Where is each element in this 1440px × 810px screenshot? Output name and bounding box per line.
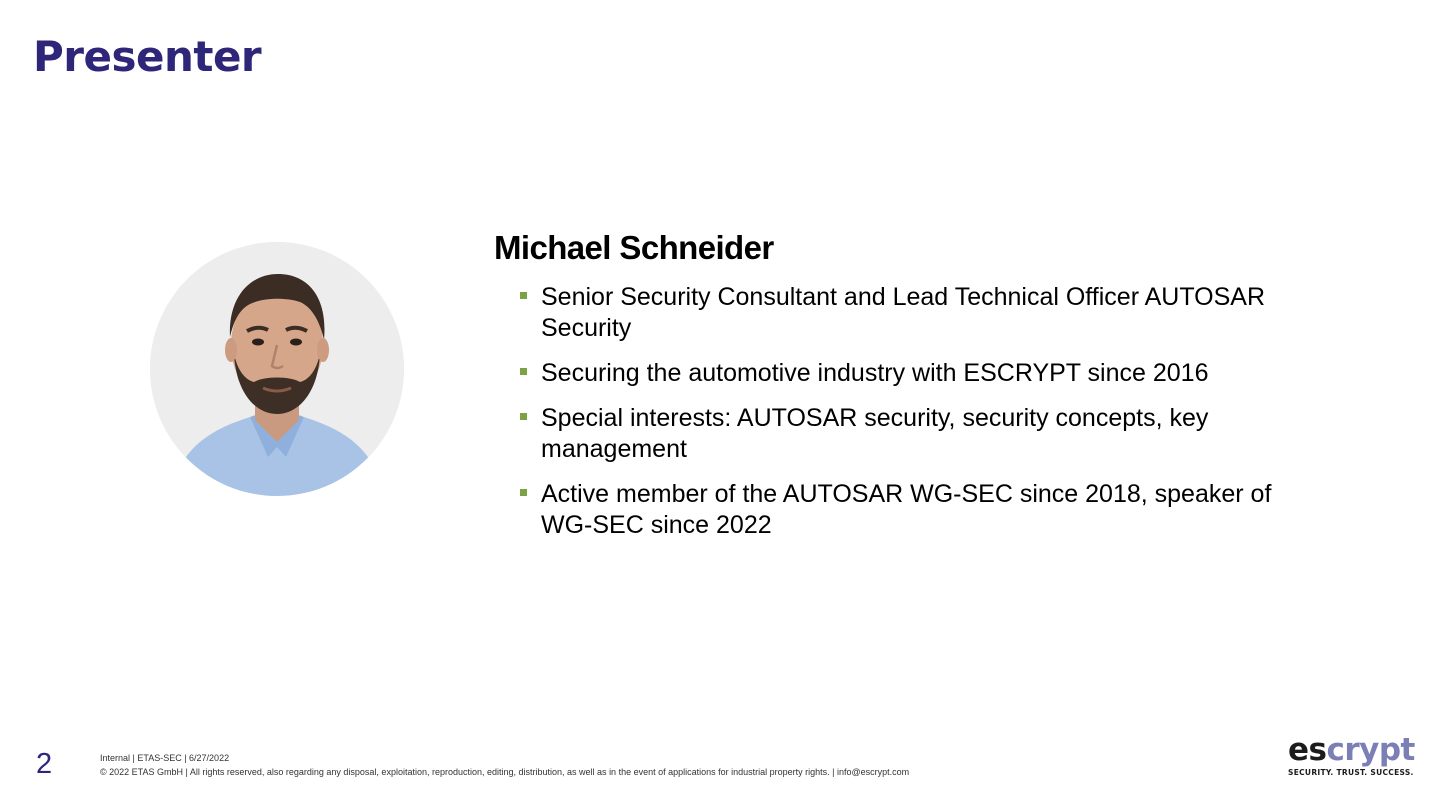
bullet-item	[494, 403, 1281, 465]
bullet-text: Special interests: AUTOSAR security, security concepts, key management	[541, 404, 1209, 463]
bullet-item	[494, 479, 1281, 541]
square-bullet-icon	[520, 413, 527, 420]
presenter-bullet-list	[494, 282, 1294, 541]
bullet-text: Senior Security Consultant and Lead Technical Officer AUTOSAR Security	[541, 283, 1265, 342]
logo-wordmark	[1288, 732, 1415, 768]
footer-copyright: © 2022 ETAS GmbH | All rights reserved, also regarding any disposal, exploitation, reproduction, editing, distribution, as well as in the event of applications for industrial property rights. | info@escrypt.com	[100, 767, 910, 777]
square-bullet-icon	[520, 368, 527, 375]
square-bullet-icon	[520, 489, 527, 496]
presenter-name: Michael Schneider	[494, 229, 774, 266]
presenter-photo	[150, 242, 404, 496]
square-bullet-icon	[520, 292, 527, 299]
logo-part-es: es	[1288, 732, 1327, 768]
slide-title: Presenter	[33, 32, 262, 81]
bullet-item	[494, 282, 1281, 344]
presenter-info	[494, 226, 1294, 555]
footer	[100, 751, 909, 779]
bullet-text: Securing the automotive industry with ESCRYPT since 2016	[541, 359, 1209, 387]
bullet-item	[494, 358, 1281, 389]
bullet-text: Active member of the AUTOSAR WG-SEC since 2018, speaker of WG-SEC since 2022	[541, 480, 1272, 539]
footer-classification: Internal | ETAS-SEC | 6/27/2022	[100, 753, 230, 763]
logo-tagline: SECURITY. TRUST. SUCCESS.	[1288, 768, 1414, 777]
escrypt-logo	[1288, 732, 1415, 778]
page-number: 2	[36, 748, 53, 780]
logo-part-crypt: crypt	[1326, 732, 1415, 768]
